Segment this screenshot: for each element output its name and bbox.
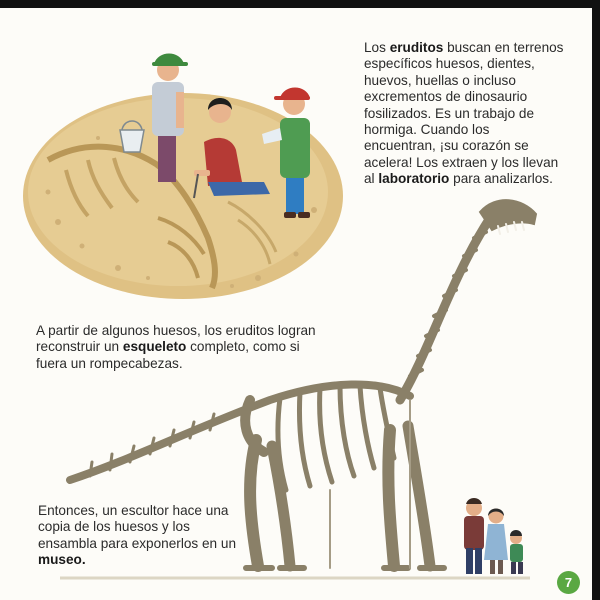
front-leg-right — [408, 426, 430, 566]
paragraph-text: A partir de algunos huesos, los eruditos logran reconstruir un — [36, 323, 316, 355]
paragraph-museum — [38, 503, 238, 569]
paragraph-text: buscan en terrenos específicos huesos, dientes, huevos, huellas o incluso excrementos de dinosaurio fosilizados. Es un trabajo de hormiga. Cuando los encuentran, ¡su corazón se acelera! Los extraen y los llevan al — [364, 40, 564, 187]
right-border — [592, 0, 600, 600]
front-leg-left — [388, 430, 394, 566]
visitor-man — [464, 498, 484, 574]
ribs — [278, 386, 394, 490]
paragraph-text: para analizarlos. — [449, 171, 553, 187]
visitor-woman — [484, 509, 508, 575]
hind-leg-left — [250, 440, 258, 566]
top-border — [0, 0, 600, 8]
hind-leg-right — [272, 446, 290, 566]
paragraph-skeleton — [36, 323, 326, 372]
paragraph-text: Los — [364, 40, 390, 55]
paragraph-excavation — [364, 40, 564, 188]
visitor-child — [510, 530, 523, 574]
keyword-museo: museo. — [38, 552, 86, 568]
paragraph-text: completo, como si fuera un rompecabezas. — [36, 339, 300, 371]
paragraph-text: Entonces, un escultor hace una copia de los huesos y los ensambla para exponerlos en un — [38, 503, 236, 551]
museum-visitors-illustration — [452, 494, 532, 578]
keyword-laboratorio: laboratorio — [378, 171, 450, 187]
keyword-eruditos: eruditos — [389, 40, 444, 55]
skull — [480, 200, 536, 230]
page-number-badge: 7 — [557, 571, 580, 594]
keyword-esqueleto: esqueleto — [122, 339, 187, 355]
